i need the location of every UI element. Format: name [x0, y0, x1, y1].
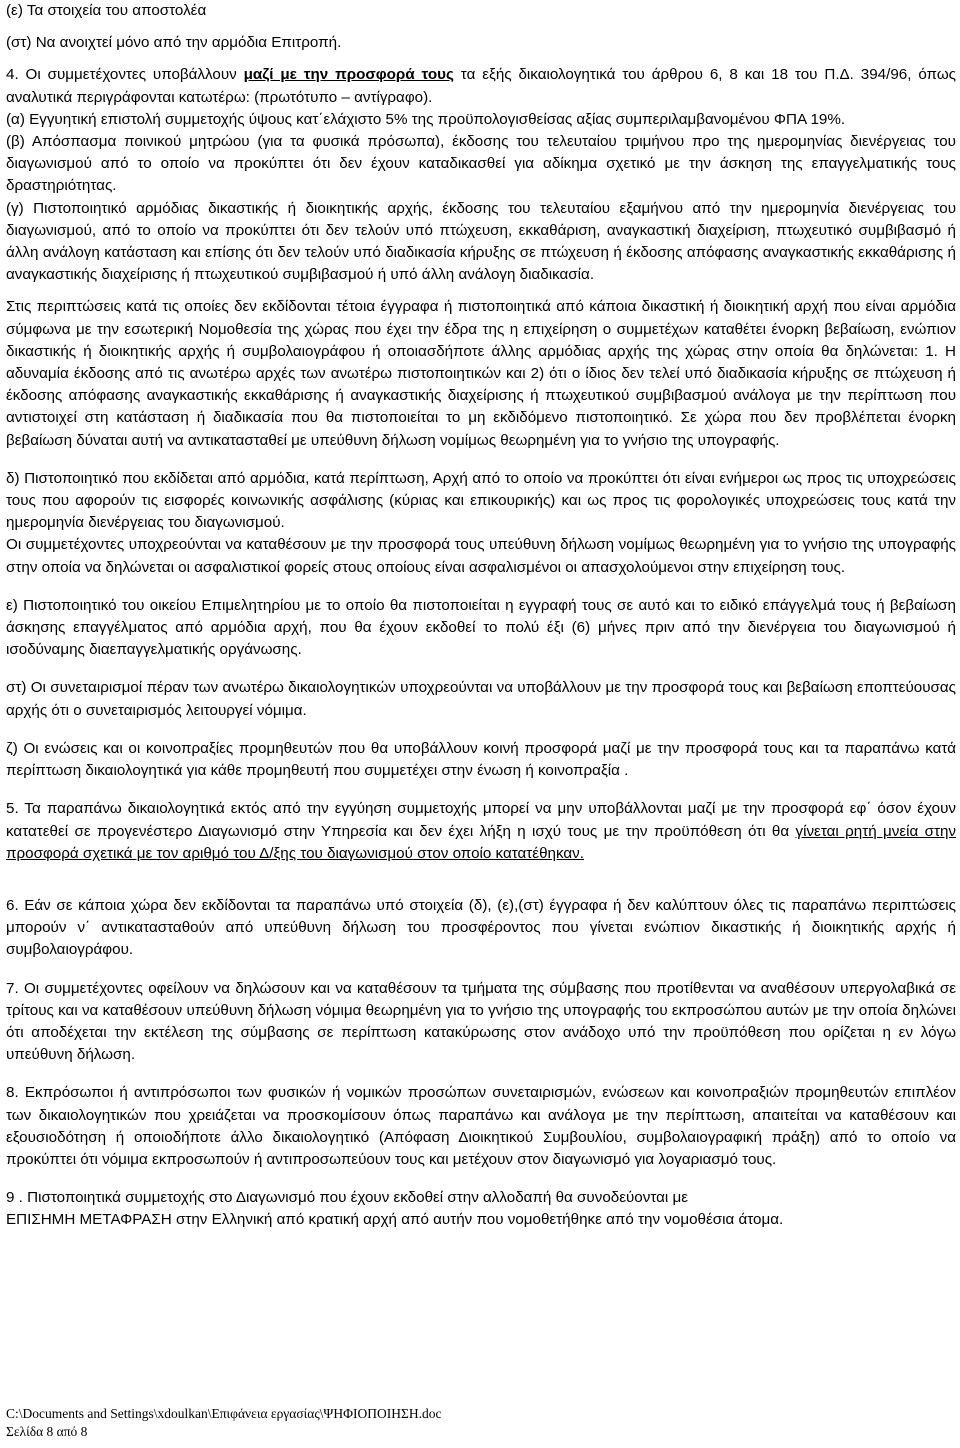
- spacer: [6, 579, 956, 595]
- paragraph-cases: Στις περιπτώσεις κατά τις οποίες δεν εκδίδονται τέτοια έγγραφα ή πιστοποιητικά από κάποια δικαστική ή διοικητική αρχή που είναι αρμόδια σύμφωνα με την εσωτερική Νομοθεσία της χώρας που έχει την έδρα της η επιχείρηση ο συμμετέχων καταθέτει ένορκη βεβαίωση, ενώπιον δικαστικής ή διοικητικής αρχής ή συμβολαιογράφου ή οποιασδήποτε άλλης αρμόδιας αρχής της χώρας στην οποία θα δηλώνεται: 1. Η αδυναμία έκδοσης από τις ανωτέρω αρχές των ανωτέρω πιστοποιητικών και 2) ότι ο ίδιος δεν τελεί υπό διαδικασία κήρυξης σε πτώχευση ή έκδοσης απόφασης αναγκαστικής εκκαθάρισης ή αναγκαστικής διαχείρισης ή πτωχευτικού συμβιβασμού ανάλογα με την περίπτωση που αντιστοιχεί στη κατάσταση ή διαδικασία που θα πιστοποιείται το μη εκδιδόμενο πιστοποιητικό. Σε χώρα που δεν προβλέπεται ένορκη βεβαίωση δύναται αυτή να αντικατασταθεί με υπεύθυνη δήλωση νομίμως θεωρημένη για το γνήσιο της υπογραφής.: [6, 298, 956, 449]
- spacer: [6, 661, 956, 677]
- spacer: [6, 22, 956, 32]
- section-4-pre: 4. Οι συμμετέχοντες υποβάλλουν: [6, 66, 244, 84]
- paragraph-d: δ) Πιστοποιητικό που εκδίδεται από αρμόδια, κατά περίπτωση, Αρχή από το οποίο να προκύπτει ότι είναι ενήμεροι ως προς τις υποχρεώσεις τους που αφορούν τις εισφορές κοινωνικής ασφάλισης (κύριας και επικουρικής) και ως προς τις φορολογικές υποχρεώσεις τους κατά την ημερομηνία διενέργειας του διαγωνισμού.: [6, 469, 956, 532]
- paragraph-z: ζ) Οι ενώσεις και οι κοινοπραξίες προμηθευτών που θα υποβάλλουν κοινή προσφορά μαζί με την προσφορά τους και τα παραπάνω κατά περίπτωση δικαιολογητικά για κάθε προμηθευτή που συμμετέχει στην ένωση ή κοινοπραξία .: [6, 739, 956, 780]
- section-8: 8. Εκπρόσωποι ή αντιπρόσωποι των φυσικών ή νομικών προσώπων συνεταιρισμών, ενώσεων και κοινοπραξιών προμηθευτών επιπλέον των δικαιολογητικών που χρειάζεται να προσκομίσουν όπως παραπάνω και ανάλογα με την περίπτωση, απαιτείται να καταθέσουν και εξουσιοδότηση ή οποιοδήποτε άλλο δικαιολογητικό (Απόφαση Διοικητικού Συμβουλίου, συμβολαιογραφική πράξη) από το οποίο να προκύπτει ότι νόμιμα εκπροσωπούν ή αντιπροσωπεύουν τους και μετέχουν στον διαγωνισμό για λογαριασμό τους.: [6, 1084, 956, 1168]
- spacer: [6, 452, 956, 468]
- spacer: [6, 782, 956, 798]
- section-4-a: (α) Εγγυητική επιστολή συμμετοχής ύψους κατ΄ελάχιστο 5% της προϋπολογισθείσας αξίας συμπεριλαμβανομένου ΦΠΑ 19%.: [6, 110, 846, 128]
- section-9-line2: ΕΠΙΣΗΜΗ ΜΕΤΑΦΡΑΣΗ στην Ελληνική από κρατική αρχή από αυτήν που νομοθετήθηκε από την νομοθέσια άτομα.: [6, 1211, 784, 1229]
- spacer: [6, 865, 956, 895]
- footer-file-path: C:\Documents and Settings\xdoulkan\Επιφάνεια εργασίας\ΨΗΦΙΟΠΟΙΗΣΗ.doc: [6, 1406, 442, 1421]
- section-5-underlined: γίνεται ρητή μνεία στην προσφορά σχετικά με τον αριθμό του Δ/ξης του διαγωνισμού στον οποίο κατατέθηκαν.: [6, 822, 956, 862]
- section-4-emphasis: μαζί με την προσφορά τους: [243, 66, 454, 84]
- section-4-intro: [6, 64, 956, 108]
- spacer: [6, 286, 956, 296]
- spacer: [6, 722, 956, 738]
- section-9-line1: 9 . Πιστοποιητικά συμμετοχής στο Διαγωνισμό που έχουν εκδοθεί στην αλλοδαπή θα συνοδεύονται με: [6, 1189, 689, 1207]
- spacer: [6, 1171, 956, 1187]
- section-5-pre: 5. Τα παραπάνω δικαιολογητικά εκτός από την εγγύηση συμμετοχής μπορεί να μην υποβάλλονται μαζί με την προσφορά εφ΄ όσον έχουν κατατεθεί σε προγενέστερο Διαγωνισμό στην Υπηρεσία και δεν έχει λήξη η ισχύ τους με την προϋπόθεση ότι θα: [6, 800, 956, 840]
- item-st-open-by-committee: (στ) Να ανοιχτεί μόνο από την αρμόδια Επιτροπή.: [6, 34, 342, 52]
- section-6: 6. Εάν σε κάποια χώρα δεν εκδίδονται τα παραπάνω υπό στοιχεία (δ), (ε),(στ) έγγραφα ή δεν καλύπτουν όλες τις παραπάνω περιπτώσεις μπορούν ν΄ αντικατασταθούν από υπεύθυνη δήλωση του προσφέροντος που γίνεται ενώπιον δικαστικής ή διοικητικής αρχής ή συμβολαιογράφου.: [6, 896, 956, 959]
- paragraph-d-insurance: Οι συμμετέχοντες υποχρεούνται να καταθέσουν με την προσφορά τους υπεύθυνη δήλωση νομίμως θεωρημένη για το γνήσιο της υπογραφής στην οποία να δηλώνεται οι ασφαλιστικοί φορείς στους οποίους είναι ασφαλισμένοι οι απασχολούμενοι στην επιχείρηση τους.: [6, 536, 956, 576]
- paragraph-st: στ) Οι συνεταιρισμοί πέραν των ανωτέρω δικαιολογητικών υποχρεούνται να υποβάλλουν με την προσφορά τους και βεβαίωση εποπτεύουσας αρχής ότι ο συνεταιρισμός λειτουργεί νόμιμα.: [6, 679, 956, 719]
- spacer: [6, 1066, 956, 1082]
- page-footer: [6, 1405, 441, 1441]
- footer-page-number: Σελίδα 8 από 8: [6, 1424, 88, 1439]
- item-e-sender: (ε) Τα στοιχεία του αποστολέα: [6, 2, 207, 19]
- spacer: [6, 54, 956, 64]
- section-4-b: (β) Απόσπασμα ποινικού μητρώου (για τα φυσικά πρόσωπα), έκδοσης του τελευταίου τριμήνου προ της ημερομηνίας διενέργειας του διαγωνισμού από το οποίο να προκύπτει ότι δεν έχουν καταδικασθεί για αδίκημα σχετικό με την άσκηση της επαγγελματικής τους δραστηριότητας.: [6, 133, 956, 195]
- paragraph-e: ε) Πιστοποιητικό του οικείου Επιμελητηρίου με το οποίο θα πιστοποιείται η εγγραφή τους σε αυτό και το ειδικό επάγγελμά τους ή βεβαίωση άσκησης επαγγέλματος από αρμόδια αρχή, που θα έχουν εκδοθεί το πολύ έξι (6) μήνες πριν από την διενέργεια του διαγωνισμού ή ισοδύναμης διαεπαγγελματικής οργάνωσης.: [6, 596, 956, 659]
- spacer: [6, 962, 956, 978]
- section-7: 7. Οι συμμετέχοντες οφείλουν να δηλώσουν και να καταθέσουν τα τμήματα της σύμβασης που προτίθενται να αναθέσουν υπεργολαβικά σε τρίτους και να καταθέσουν υπεύθυνη δήλωση νόμιμα θεωρημένη για το γνήσιο της υπογραφής του εκπροσώπου αυτών με την οποία δηλώνει ότι αποδέχεται την εκτέλεση της σύμβασης σε περίπτωση κατακύρωσης στον ανάδοχο υπό την προϋπόθεση που ορίζεται η εν λόγω υπεύθυνη δήλωση.: [6, 979, 956, 1064]
- section-4-c: (γ) Πιστοποιητικό αρμόδιας δικαστικής ή διοικητικής αρχής, έκδοσης του τελευταίου εξαμήνου από την ημερομηνία διενέργειας του διαγωνισμού, από το οποίο να προκύπτει ότι δεν τελούν υπό πτώχευση, εκκαθάριση, αναγκαστική διαχείριση, πτωχευτικό συμβιβασμό ή άλλη ανάλογη κατάσταση και επίσης ότι δεν τελούν υπό διαδικασία κήρυξης σε πτώχευση ή έκδοσης απόφασης αναγκαστικής εκκαθάρισης ή αναγκαστικής διαχείρισης ή πτωχευτικού συμβιβασμού ή υπό άλλη ανάλογη διαδικασία.: [6, 199, 956, 284]
- section-5: [6, 798, 956, 865]
- document-page: [6, 0, 956, 1232]
- section-4-post: τα εξής δικαιολογητικά του άρθρου 6, 8 και 18 του Π.Δ. 394/96, όπως αναλυτικά περιγράφονται κατωτέρω: (πρωτότυπο – αντίγραφο).: [6, 66, 957, 106]
